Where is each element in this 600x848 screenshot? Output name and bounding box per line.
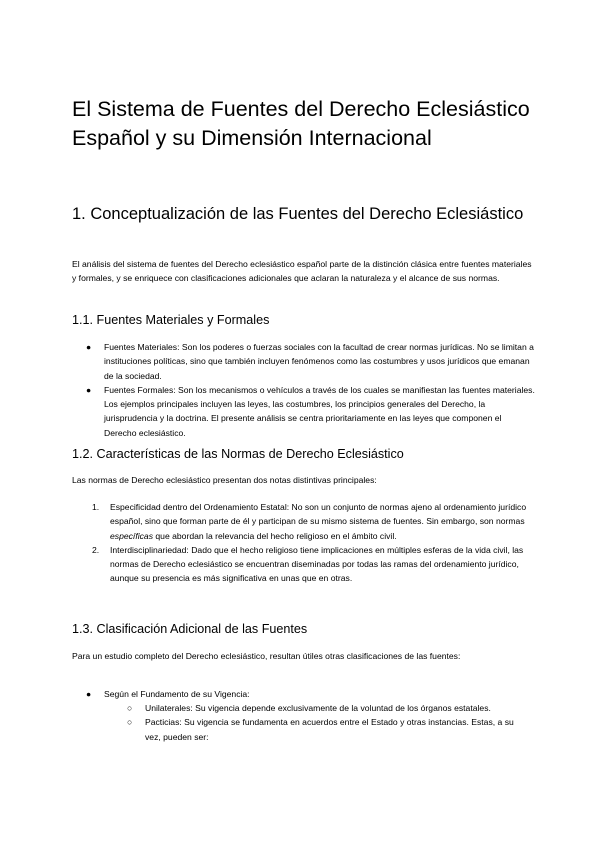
list-item: [86, 687, 536, 701]
list-item: [127, 701, 515, 715]
subsection-heading-1-2: 1.2. Características de las Normas de Derecho Eclesiástico: [72, 447, 404, 461]
caracteristicas-list: [92, 500, 536, 586]
list-item-text: Fuentes Formales: Son los mecanismos o vehículos a través de los cuales se manifiestan las fuentes materiales. Los ejemplos principales incluyen las leyes, las costumbres, los principios generales del Derecho, la jurisprudencia y la doctrina. El presente análisis se centra prioritariamente en las leyes que componen el Derecho eclesiástico.: [104, 384, 535, 438]
list-item: [86, 340, 536, 383]
section-1-3-intro: Para un estudio completo del Derecho eclesiástico, resultan útiles otras clasificaciones de las fuentes:: [72, 651, 461, 661]
list-item: [92, 500, 536, 543]
subsection-heading-1-1: 1.1. Fuentes Materiales y Formales: [72, 313, 270, 327]
bullet-icon: ●: [86, 384, 92, 395]
list-item: [92, 543, 536, 586]
clasificacion-list: [86, 687, 536, 701]
emphasis-text: específicas: [110, 530, 153, 541]
list-item-text: Unilaterales: Su vigencia depende exclusivamente de la voluntad de los órganos estatales.: [145, 703, 491, 713]
list-item: [127, 715, 515, 744]
section-1-intro: El análisis del sistema de fuentes del Derecho eclesiástico español parte de la distinción clásica entre fuentes materiales y formales, y se enriquece con clasificaciones adicionales que aclaran la naturaleza y el alcance de sus normas.: [72, 259, 532, 284]
list-number: 1.: [92, 502, 100, 512]
section-heading-1: 1. Conceptualización de las Fuentes del Derecho Eclesiástico: [72, 205, 524, 223]
list-item-text: Fuentes Materiales: Son los poderes o fuerzas sociales con la facultad de crear normas jurídicas. No se limitan a instituciones políticas, sino que también incluyen fenómenos como las costumbres y usos jurídicos que emanan de la sociedad.: [104, 342, 534, 381]
bullet-icon: ●: [86, 342, 92, 352]
vigencia-sublist: [127, 701, 515, 744]
list-item-text: Interdisciplinariedad: Dado que el hecho religioso tiene implicaciones en múltiples esferas de la vida civil, las normas de Derecho eclesiástico se encuentran diseminadas por todas las ramas del ordenamiento jurídico, aunque su presencia es más significativa en unas que en otras.: [110, 544, 524, 584]
fuentes-list: [86, 340, 536, 440]
circle-bullet-icon: ○: [127, 717, 133, 728]
list-number: 2.: [92, 544, 100, 555]
list-item-text: Según el Fundamento de su Vigencia:: [104, 689, 250, 699]
list-item: [86, 383, 536, 440]
subsection-heading-1-3: 1.3. Clasificación Adicional de las Fuentes: [72, 622, 308, 636]
list-item-text: Pacticias: Su vigencia se fundamenta en acuerdos entre el Estado y otras instancias. Estas, a su vez, pueden ser:: [145, 717, 514, 742]
list-item-text: Especificidad dentro del Ordenamiento Estatal: No son un conjunto de normas ajeno al ordenamiento jurídico español, sino que forman parte de él y participan de su mismo sistema de fuentes. Sin embargo, son normas: [110, 502, 527, 527]
document-title: El Sistema de Fuentes del Derecho Eclesiástico Español y su Dimensión Internacional: [72, 97, 530, 150]
list-item-text: que abordan la relevancia del hecho religioso en el ámbito civil.: [153, 530, 397, 541]
section-1-2-intro: Las normas de Derecho eclesiástico presentan dos notas distintivas principales:: [72, 475, 377, 485]
circle-bullet-icon: ○: [127, 703, 133, 713]
bullet-icon: ●: [86, 689, 92, 699]
